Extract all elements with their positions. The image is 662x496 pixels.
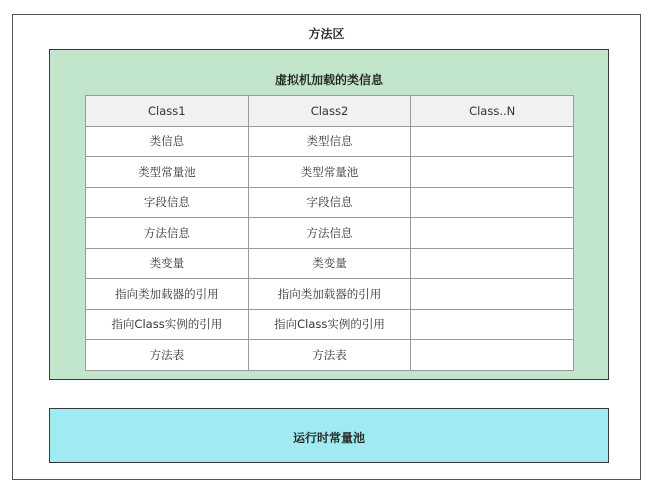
- table-cell: 方法表: [86, 340, 249, 371]
- table-row: [86, 340, 574, 371]
- table-cell: 指向类加载器的引用: [248, 279, 411, 310]
- table-row: [86, 157, 574, 188]
- class-info-table: [85, 95, 574, 371]
- table-cell: [411, 126, 574, 157]
- table-cell: [411, 157, 574, 188]
- table-cell: 指向Class实例的引用: [86, 309, 249, 340]
- vm-class-info-title: 虚拟机加载的类信息: [274, 73, 383, 87]
- table-cell: 指向类加载器的引用: [86, 279, 249, 310]
- table-cell: [411, 309, 574, 340]
- table-row: [86, 248, 574, 279]
- table-cell: [411, 340, 574, 371]
- table-cell: [411, 279, 574, 310]
- table-row: [86, 279, 574, 310]
- table-cell: 类变量: [248, 248, 411, 279]
- table-cell: 方法信息: [86, 218, 249, 249]
- table-row: [86, 218, 574, 249]
- table-cell: [411, 218, 574, 249]
- runtime-constant-pool-box: [49, 408, 609, 463]
- method-area-title: 方法区: [308, 27, 345, 41]
- table-row: [86, 126, 574, 157]
- table-header-row: [86, 96, 574, 127]
- runtime-constant-pool-label: 运行时常量池: [292, 431, 365, 445]
- table-row: [86, 187, 574, 218]
- table-cell: 方法信息: [248, 218, 411, 249]
- table-cell: 字段信息: [248, 187, 411, 218]
- table-cell: [411, 248, 574, 279]
- table-cell: [411, 187, 574, 218]
- table-cell: 指向Class实例的引用: [248, 309, 411, 340]
- table-cell: 类型常量池: [248, 157, 411, 188]
- table-cell: 类变量: [86, 248, 249, 279]
- table-row: [86, 309, 574, 340]
- column-header-class1: Class1: [86, 96, 249, 127]
- table-cell: 类型信息: [248, 126, 411, 157]
- table-cell: 字段信息: [86, 187, 249, 218]
- table-cell: 方法表: [248, 340, 411, 371]
- column-header-class2: Class2: [248, 96, 411, 127]
- table-cell: 类型常量池: [86, 157, 249, 188]
- column-header-classn: Class..N: [411, 96, 574, 127]
- table-cell: 类信息: [86, 126, 249, 157]
